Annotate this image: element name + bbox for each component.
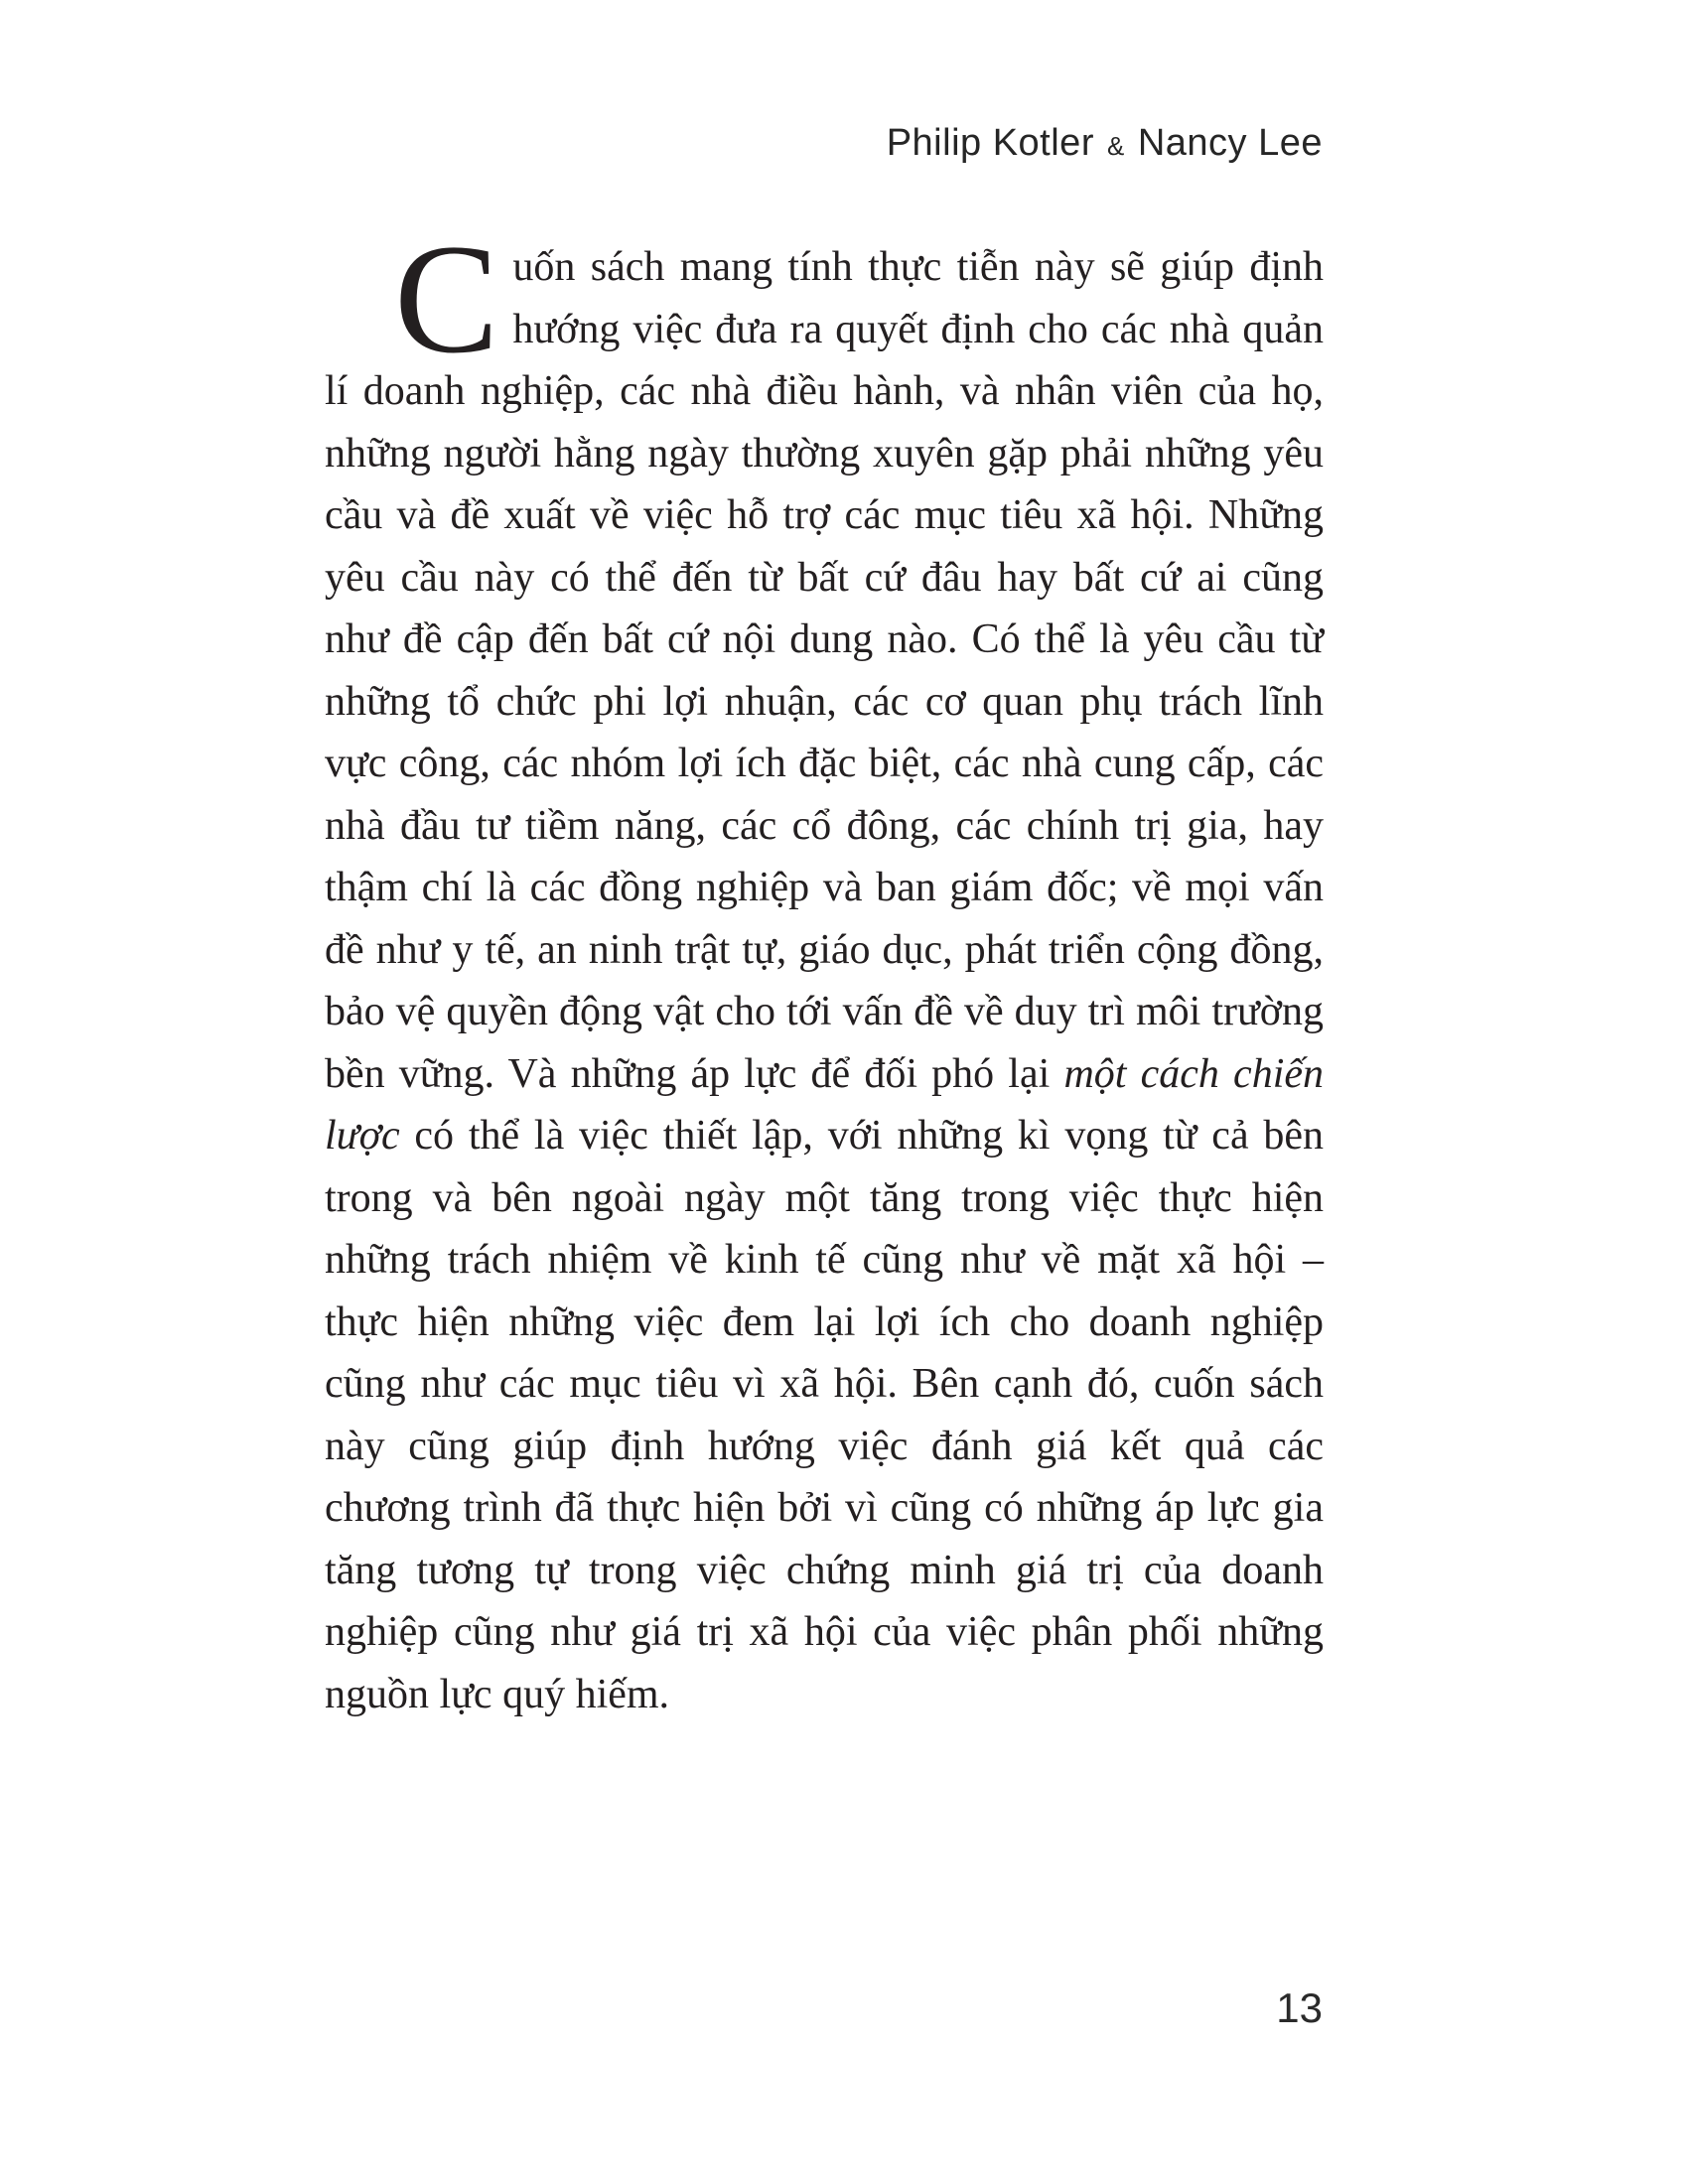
ampersand: & (1107, 133, 1125, 161)
author-name-second: Nancy Lee (1137, 122, 1323, 164)
paragraph-run: uốn sách mang tính thực tiễn này sẽ giúp định hướng việc đưa ra quyết định cho các nhà quản lí doanh nghiệp, các nhà điều hành, và nhân viên của họ, những người hằng ngày thường xuyên gặp phải những yêu cầu và đề xuất về việc hỗ trợ các mục tiêu xã hội. Những yêu cầu này có thể đến từ bất cứ đâu hay bất cứ ai cũng như đề cập đến bất cứ nội dung nào. Có thể là yêu cầu từ những tổ chức phi lợi nhuận, các cơ quan phụ trách lĩnh vực công, các nhóm lợi ích đặc biệt, các nhà cung cấp, các nhà đầu tư tiềm năng, các cổ đông, các chính trị gia, hay thậm chí là các đồng nghiệp và ban giám đốc; về mọi vấn đề như y tế, an ninh trật tự, giáo dục, phát triển cộng đồng, bảo vệ quyền động vật cho tới vấn đề về duy trì môi trường bền vững. Và những áp lực để đối phó lại (325, 244, 1324, 1097)
drop-cap: C (394, 212, 499, 386)
page-number: 13 (1276, 1984, 1323, 2031)
paragraph (325, 212, 1324, 1725)
paragraph-run-italic: một cách chiến lược (325, 1050, 1324, 1159)
running-header (0, 123, 1323, 165)
paragraph-runs (325, 244, 1324, 1717)
body-text-block (325, 212, 1324, 1725)
paragraph-run: có thể là việc thiết lập, với những kì vọng từ cả bên trong và bên ngoài ngày một tăng trong việc thực hiện những trách nhiệm về kinh tế cũng như về mặt xã hội – thực hiện những việc đem lại lợi ích cho doanh nghiệp cũng như các mục tiêu vì xã hội. Bên cạnh đó, cuốn sách này cũng giúp định hướng việc đánh giá kết quả các chương trình đã thực hiện bởi vì cũng có những áp lực gia tăng tương tự trong việc chứng minh giá trị của doanh nghiệp cũng như giá trị xã hội của việc phân phối những nguồn lực quý hiếm. (325, 1113, 1324, 1717)
author-name-first: Philip Kotler (886, 122, 1094, 164)
